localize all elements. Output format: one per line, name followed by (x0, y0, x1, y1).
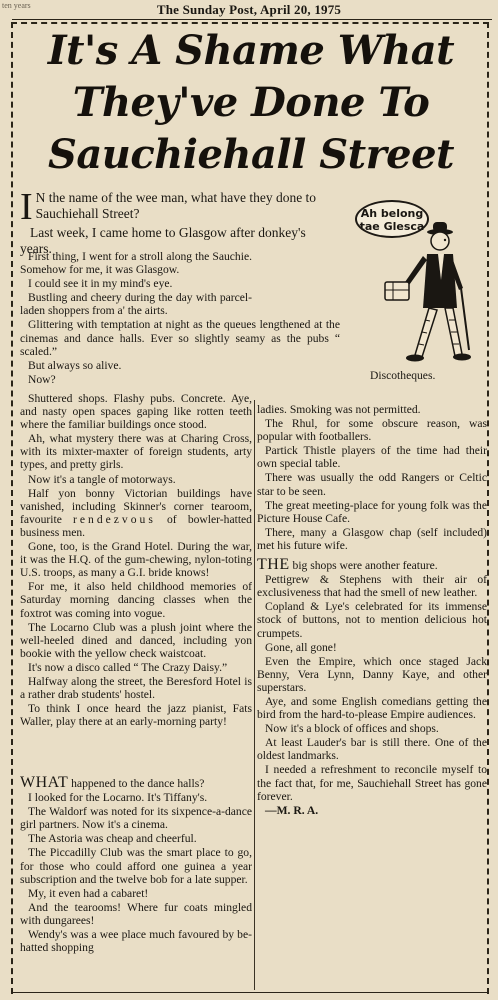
headline-line-2: They've Done To (72, 79, 430, 126)
column-b (257, 403, 487, 818)
column-a-intro (20, 250, 340, 387)
section-drop-word: WHAT (20, 774, 69, 791)
paragraph: The Locarno Club was a plush joint where the well-heeled dined and danced, including yon bookie with the yellow check waistcoat. (20, 620, 252, 660)
paragraph: THE big shops were another feature. (257, 556, 438, 574)
paragraph: I looked for the Locarno. It's Tiffany's. (28, 791, 208, 805)
paragraph: The Waldorf was noted for its sixpence-a-dance girl partners. Now it's a cinema. (20, 805, 252, 832)
paragraph: And the tearooms! Where fur coats mingled with dungarees! (20, 900, 252, 927)
paragraph: There, many a Glasgow chap (self included) met his future wife. (257, 525, 487, 552)
paragraph: Shuttered shops. Flashy pubs. Concrete. Aye, and nasty open spaces gaping like rotten teeth where the familiar buildings once stood. (20, 392, 252, 432)
column-c-dance-halls (20, 776, 252, 955)
lead-text-2: Last week, I came home to Glasgow after donkey's years. (20, 225, 306, 256)
headline (14, 25, 488, 181)
paragraph: Aye, and some English comedians getting the bird from the hard-to-please Empire audiences. (257, 694, 487, 722)
headline-line-3: Sauchiehall Street (47, 131, 455, 178)
masthead-rule (12, 19, 492, 20)
author-signature: —M. R. A. (265, 803, 319, 817)
paragraph: Even the Empire, which once staged Jack Benny, Vera Lynn, Danny Kaye, and other superstars. (257, 654, 487, 694)
section-drop-word: THE (257, 556, 290, 574)
bottom-rule (11, 992, 489, 993)
paragraph: At least Lauder's bar is still there. One of the oldest landmarks. (257, 736, 487, 763)
paragraph: Wendy's was a wee place much favoured by be-hatted shopping (20, 928, 252, 955)
paragraph: I could see it in my mind's eye. (28, 277, 173, 291)
paragraph: Now it's a block of offices and shops. (265, 722, 439, 736)
paragraph: The Rhul, for some obscure reason, was popular with footballers. (257, 417, 487, 444)
paragraph: My, it even had a cabaret! (28, 886, 149, 900)
paragraph: Pettigrew & Stephens with their air of exclusiveness that had the smell of new leather. (257, 573, 487, 600)
discotheques-text: Discotheques. (370, 369, 436, 382)
paragraph: Halfway along the street, the Beresford Hotel is a rather drab students' hostel. (20, 674, 252, 702)
column-rule (254, 400, 256, 990)
paragraph: Partick Thistle players of the time had their own special table. (257, 444, 487, 471)
drop-cap: I (20, 186, 33, 228)
column-a-body (20, 392, 252, 729)
paragraph: There was usually the odd Rangers or Celtic star to be seen. (257, 471, 487, 498)
paragraph: Now it's a tangle of motorways. (28, 472, 176, 486)
paragraph: Gone, all gone! (265, 640, 337, 654)
torn-edge-text: ten years (2, 1, 31, 10)
paragraph: The Astoria was cheap and cheerful. (28, 832, 197, 846)
paragraph: Gone, too, is the Grand Hotel. During the war, it was the H.Q. of the gum-chewing, nylon-toting U.S. troops, as many a G.I. bride knows! (20, 540, 252, 580)
lead-text-1: N the name of the wee man, what have they done to Sauchiehall Street? (35, 190, 317, 221)
paragraph: First thing, I went for a stroll along the Sauchie. Somehow for me, it was Glasgow. (20, 250, 252, 277)
paragraph: But always so alive. (28, 358, 122, 372)
paragraph: Ah, what mystery there was at Charing Cross, with its mixter-maxter of foreign students, arty types, and pretty girls. (20, 432, 252, 472)
paragraph: Half yon bonny Victorian buildings have vanished, including Skinner's corner tearoom, favourite rendezvous of bowler-hatted business men. (20, 486, 252, 539)
speech-bubble: Ah belong tae Glesca (355, 200, 429, 238)
paragraph: I needed a refreshment to reconcile myself to the fact that, for me, Sauchiehall Street has gone forever. (257, 763, 487, 803)
paragraph: WHAT happened to the dance halls? (20, 774, 205, 791)
paragraph: Glittering with temptation at night as the queues lengthened at the cinemas and dance halls. Ever so slightly seamy as the pubs “ scaled.” (20, 318, 340, 358)
paragraph: Now? (28, 372, 56, 386)
paragraph: It's now a disco called “ The Crazy Daisy.” (28, 660, 228, 674)
paragraph: Copland & Lye's celebrated for its immense stock of buttons, not to mention delicious hot crumpets. (257, 600, 487, 640)
paragraph: Bustling and cheery during the day with parcel-laden shoppers from a' the airts. (20, 291, 252, 318)
paragraph: For me, it also held childhood memories of Saturday morning dancing classes when the foxtrot was coming into vogue. (20, 580, 252, 620)
paragraph: To think I once heard the jazz pianist, Fats Waller, play there at an early-morning party! (20, 702, 252, 729)
paragraph: ladies. Smoking was not permitted. (257, 403, 421, 416)
paragraph: The great meeting-place for young folk was the Picture House Cafe. (257, 498, 487, 525)
paragraph: The Piccadilly Club was the smart place to go, for those who could afford one guinea a year subscription and the twelve bob for a late supper. (20, 846, 252, 886)
cartoon-man-illustration (345, 210, 485, 370)
headline-line-1: It's A Shame What (47, 27, 455, 74)
masthead: The Sunday Post, April 20, 1975 (156, 2, 342, 17)
